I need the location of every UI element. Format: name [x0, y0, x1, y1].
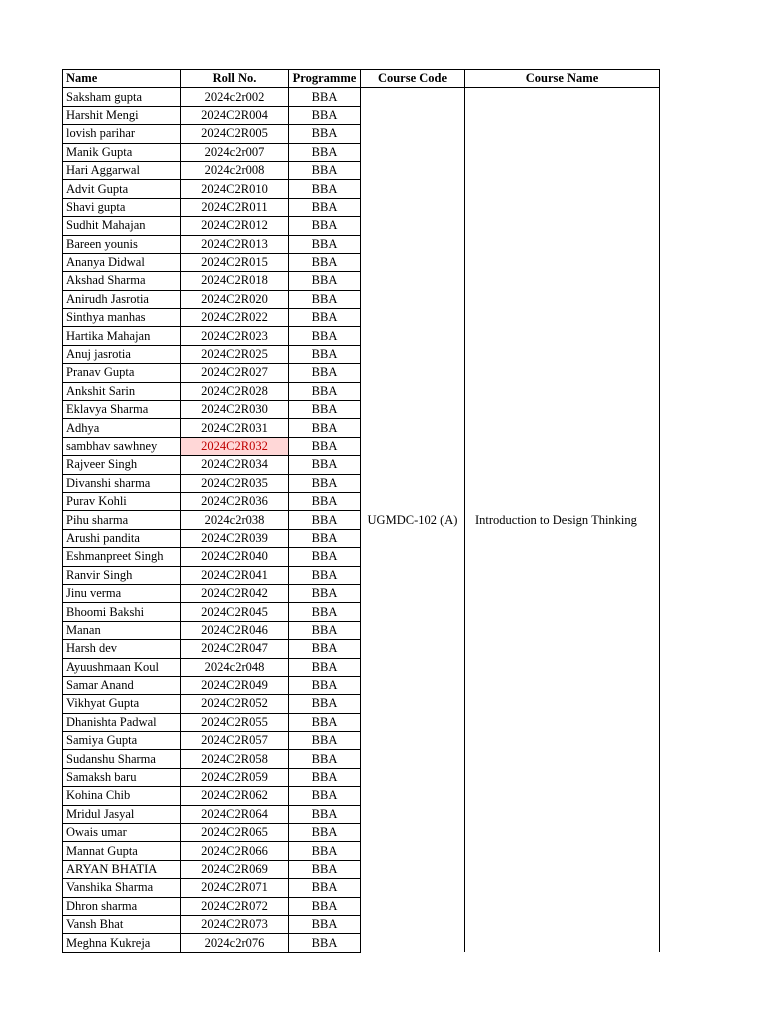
roll-number-cell: 2024C2R028 [181, 382, 289, 400]
programme-cell: BBA [289, 217, 361, 235]
student-name-cell: Eshmanpreet Singh [63, 548, 181, 566]
student-name-cell: Pihu sharma [63, 511, 181, 529]
student-name-cell: Vanshika Sharma [63, 879, 181, 897]
roll-number-cell: 2024C2R045 [181, 603, 289, 621]
roll-number-cell: 2024c2r007 [181, 143, 289, 161]
programme-cell: BBA [289, 750, 361, 768]
programme-cell: BBA [289, 842, 361, 860]
student-name-cell: Arushi pandita [63, 529, 181, 547]
programme-cell: BBA [289, 327, 361, 345]
student-name-cell: Purav Kohli [63, 492, 181, 510]
student-name-cell: Sudhit Mahajan [63, 217, 181, 235]
programme-cell: BBA [289, 401, 361, 419]
programme-cell: BBA [289, 125, 361, 143]
table-row [63, 88, 660, 106]
student-name-cell: Adhya [63, 419, 181, 437]
roll-number-cell: 2024C2R058 [181, 750, 289, 768]
student-name-cell: Ranvir Singh [63, 566, 181, 584]
student-name-cell: sambhav sawhney [63, 437, 181, 455]
student-name-cell: Mridul Jasyal [63, 805, 181, 823]
student-name-cell: Ananya Didwal [63, 253, 181, 271]
student-name-cell: lovish parihar [63, 125, 181, 143]
roll-number-cell: 2024C2R027 [181, 364, 289, 382]
roll-number-cell: 2024C2R031 [181, 419, 289, 437]
roll-number-cell: 2024C2R015 [181, 253, 289, 271]
header-programme: Programme [289, 70, 361, 88]
student-name-cell: Ayuushmaan Koul [63, 658, 181, 676]
student-name-cell: Manan [63, 621, 181, 639]
roll-number-cell: 2024C2R072 [181, 897, 289, 915]
student-name-cell: Kohina Chib [63, 787, 181, 805]
roll-number-cell: 2024C2R039 [181, 529, 289, 547]
programme-cell: BBA [289, 419, 361, 437]
roll-number-cell: 2024C2R010 [181, 180, 289, 198]
programme-cell: BBA [289, 198, 361, 216]
roll-number-cell: 2024C2R047 [181, 640, 289, 658]
student-name-cell: Samar Anand [63, 676, 181, 694]
roll-number-cell: 2024C2R020 [181, 290, 289, 308]
programme-cell: BBA [289, 658, 361, 676]
student-name-cell: Eklavya Sharma [63, 401, 181, 419]
roll-number-cell: 2024c2r076 [181, 934, 289, 952]
programme-cell: BBA [289, 364, 361, 382]
student-name-cell: Anirudh Jasrotia [63, 290, 181, 308]
student-name-cell: Sudanshu Sharma [63, 750, 181, 768]
course-code-cell: UGMDC-102 (A) [361, 88, 465, 952]
student-name-cell: Samaksh baru [63, 768, 181, 786]
roll-number-cell: 2024C2R025 [181, 345, 289, 363]
programme-cell: BBA [289, 253, 361, 271]
student-name-cell: Saksham gupta [63, 88, 181, 106]
programme-cell: BBA [289, 566, 361, 584]
programme-cell: BBA [289, 897, 361, 915]
roll-number-cell: 2024C2R041 [181, 566, 289, 584]
programme-cell: BBA [289, 106, 361, 124]
student-name-cell: Manik Gupta [63, 143, 181, 161]
student-name-cell: Shavi gupta [63, 198, 181, 216]
student-name-cell: Advit Gupta [63, 180, 181, 198]
roll-number-cell: 2024C2R011 [181, 198, 289, 216]
roll-number-cell: 2024C2R005 [181, 125, 289, 143]
programme-cell: BBA [289, 548, 361, 566]
programme-cell: BBA [289, 492, 361, 510]
roll-number-cell: 2024C2R034 [181, 456, 289, 474]
programme-cell: BBA [289, 235, 361, 253]
programme-cell: BBA [289, 290, 361, 308]
header-roll-no: Roll No. [181, 70, 289, 88]
roll-number-cell: 2024C2R049 [181, 676, 289, 694]
student-name-cell: Hartika Mahajan [63, 327, 181, 345]
student-name-cell: Dhron sharma [63, 897, 181, 915]
student-name-cell: Pranav Gupta [63, 364, 181, 382]
roll-number-cell: 2024C2R064 [181, 805, 289, 823]
programme-cell: BBA [289, 88, 361, 106]
roll-number-cell: 2024C2R013 [181, 235, 289, 253]
roll-number-cell: 2024C2R030 [181, 401, 289, 419]
roll-number-cell: 2024C2R032 [181, 437, 289, 455]
programme-cell: BBA [289, 437, 361, 455]
roll-number-cell: 2024C2R046 [181, 621, 289, 639]
roll-number-cell: 2024C2R052 [181, 695, 289, 713]
student-name-cell: Owais umar [63, 824, 181, 842]
student-rows [63, 88, 660, 952]
programme-cell: BBA [289, 787, 361, 805]
programme-cell: BBA [289, 768, 361, 786]
student-name-cell: Meghna Kukreja [63, 934, 181, 952]
programme-cell: BBA [289, 161, 361, 179]
roll-number-cell: 2024C2R069 [181, 860, 289, 878]
programme-cell: BBA [289, 529, 361, 547]
programme-cell: BBA [289, 456, 361, 474]
programme-cell: BBA [289, 732, 361, 750]
programme-cell: BBA [289, 879, 361, 897]
header-row [63, 70, 660, 88]
roll-number-cell: 2024c2r008 [181, 161, 289, 179]
roll-number-cell: 2024C2R036 [181, 492, 289, 510]
student-name-cell: Vikhyat Gupta [63, 695, 181, 713]
student-name-cell: Sinthya manhas [63, 309, 181, 327]
student-name-cell: Samiya Gupta [63, 732, 181, 750]
student-name-cell: Mannat Gupta [63, 842, 181, 860]
student-name-cell: Ankshit Sarin [63, 382, 181, 400]
roll-number-cell: 2024C2R004 [181, 106, 289, 124]
roll-number-cell: 2024C2R062 [181, 787, 289, 805]
programme-cell: BBA [289, 676, 361, 694]
programme-cell: BBA [289, 474, 361, 492]
programme-cell: BBA [289, 621, 361, 639]
programme-cell: BBA [289, 805, 361, 823]
programme-cell: BBA [289, 382, 361, 400]
roll-number-cell: 2024c2r038 [181, 511, 289, 529]
roll-number-cell: 2024c2r002 [181, 88, 289, 106]
header-course-code: Course Code [361, 70, 465, 88]
student-name-cell: Harshit Mengi [63, 106, 181, 124]
programme-cell: BBA [289, 824, 361, 842]
programme-cell: BBA [289, 934, 361, 952]
student-name-cell: Jinu verma [63, 584, 181, 602]
programme-cell: BBA [289, 584, 361, 602]
roll-number-cell: 2024c2r048 [181, 658, 289, 676]
programme-cell: BBA [289, 143, 361, 161]
roll-number-cell: 2024C2R073 [181, 915, 289, 933]
roll-number-cell: 2024C2R059 [181, 768, 289, 786]
student-name-cell: Anuj jasrotia [63, 345, 181, 363]
roll-number-cell: 2024C2R042 [181, 584, 289, 602]
roll-number-cell: 2024C2R018 [181, 272, 289, 290]
roll-number-cell: 2024C2R012 [181, 217, 289, 235]
student-name-cell: Hari Aggarwal [63, 161, 181, 179]
roll-number-cell: 2024C2R055 [181, 713, 289, 731]
programme-cell: BBA [289, 511, 361, 529]
roll-number-cell: 2024C2R040 [181, 548, 289, 566]
programme-cell: BBA [289, 713, 361, 731]
roll-number-cell: 2024C2R023 [181, 327, 289, 345]
student-name-cell: Rajveer Singh [63, 456, 181, 474]
student-name-cell: Bareen younis [63, 235, 181, 253]
roll-number-cell: 2024C2R066 [181, 842, 289, 860]
student-name-cell: Harsh dev [63, 640, 181, 658]
student-course-table [62, 69, 660, 953]
student-name-cell: Divanshi sharma [63, 474, 181, 492]
student-name-cell: Vansh Bhat [63, 915, 181, 933]
student-name-cell: Dhanishta Padwal [63, 713, 181, 731]
header-name: Name [63, 70, 181, 88]
roll-number-cell: 2024C2R022 [181, 309, 289, 327]
programme-cell: BBA [289, 695, 361, 713]
course-name-cell: Introduction to Design Thinking [465, 88, 660, 952]
student-name-cell: ARYAN BHATIA [63, 860, 181, 878]
header-course-name: Course Name [465, 70, 660, 88]
programme-cell: BBA [289, 272, 361, 290]
programme-cell: BBA [289, 915, 361, 933]
roll-number-cell: 2024C2R071 [181, 879, 289, 897]
student-name-cell: Bhoomi Bakshi [63, 603, 181, 621]
student-name-cell: Akshad Sharma [63, 272, 181, 290]
programme-cell: BBA [289, 180, 361, 198]
roll-number-cell: 2024C2R057 [181, 732, 289, 750]
roll-number-cell: 2024C2R065 [181, 824, 289, 842]
roll-number-cell: 2024C2R035 [181, 474, 289, 492]
programme-cell: BBA [289, 640, 361, 658]
programme-cell: BBA [289, 860, 361, 878]
programme-cell: BBA [289, 603, 361, 621]
programme-cell: BBA [289, 309, 361, 327]
programme-cell: BBA [289, 345, 361, 363]
